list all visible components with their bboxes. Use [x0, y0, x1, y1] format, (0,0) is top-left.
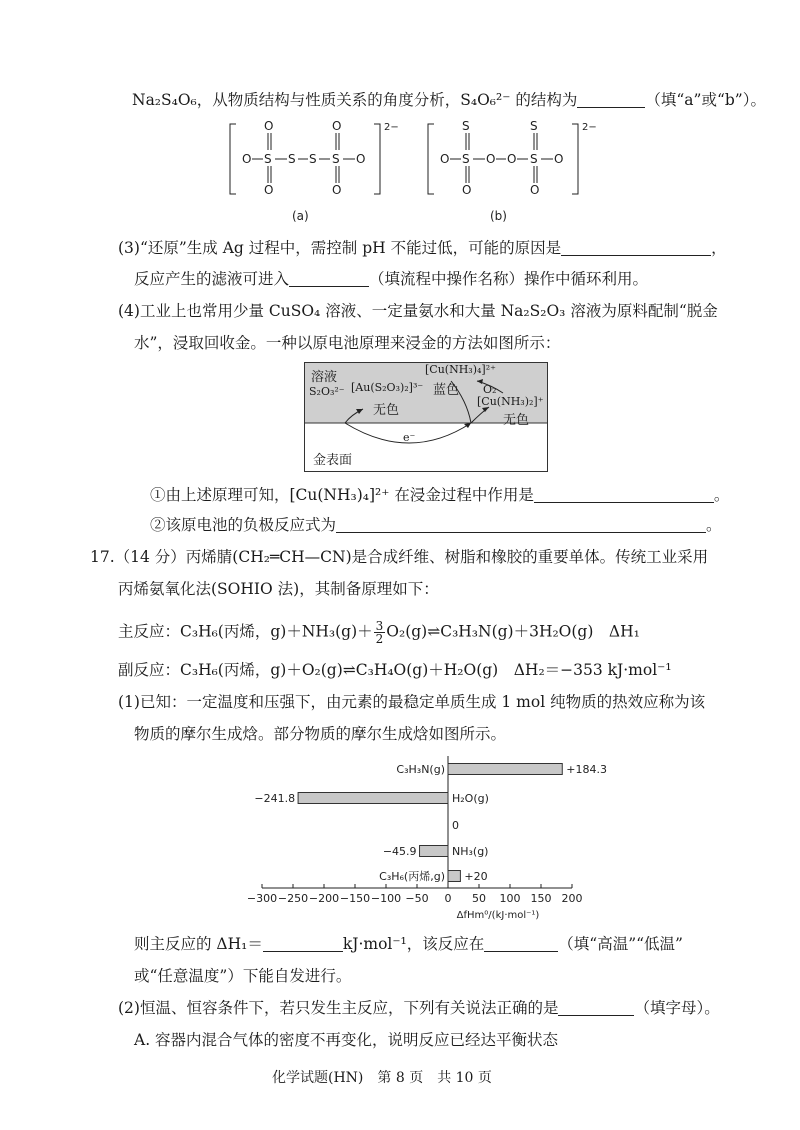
x-tick-label: −250 [277, 892, 309, 905]
answer-line1: 则主反应的 ΔH₁＝ kJ·mol⁻¹，该反应在 （填“高温”“低温” [134, 935, 683, 953]
q4-line2: 水”，浸取回收金。一种以原电池原理来浸金的方法如图所示： [134, 334, 561, 352]
sub2-line: ②该原电池的负极反应式为 。 [150, 516, 722, 534]
value-label: +20 [464, 870, 488, 883]
svg-text:O: O [356, 152, 366, 166]
enthalpy-chart [240, 752, 607, 928]
x-tick-label: −200 [308, 892, 340, 905]
svg-text:O: O [486, 152, 496, 166]
q16-line1: Na₂S₄O₆，从物质结构与性质关系的角度分析，S₄O₆²⁻ 的结构为 （填“a”或“b”）。 [132, 91, 766, 109]
label-a: (a) [292, 209, 309, 223]
bracket-right-a [374, 124, 380, 194]
x-tick-label: 100 [499, 892, 521, 905]
svg-text:S: S [288, 152, 296, 166]
svg-text:O: O [242, 152, 252, 166]
q3-line1: (3)“还原”生成 Ag 过程中，需控制 pH 不能过低，可能的原因是 ， [118, 239, 727, 257]
answer-blank[interactable] [534, 486, 714, 503]
answer-blank[interactable] [577, 91, 645, 108]
svg-text:O: O [332, 183, 342, 197]
x-tick-label: −100 [370, 892, 402, 905]
x-tick-label: −300 [246, 892, 278, 905]
svg-text:O: O [462, 183, 472, 197]
svg-text:O: O [264, 183, 274, 197]
answer-line2: 或“任意温度”）下能自发进行。 [134, 967, 352, 985]
structure-diagram [228, 118, 608, 228]
x-tick-label: 150 [530, 892, 552, 905]
value-label: −241.8 [254, 792, 296, 805]
answer-blank[interactable] [484, 935, 558, 952]
bracket-right-b [572, 124, 578, 194]
p2-line: (2)恒温、恒容条件下，若只发生主反应，下列有关说法正确的是 （填字母）。 [118, 999, 720, 1017]
svg-text:S: S [462, 152, 470, 166]
category-label: NH₃(g) [452, 845, 489, 858]
category-label: H₂O(g) [452, 792, 489, 805]
p1-line1: (1)已知：一定温度和压强下，由元素的最稳定单质生成 1 mol 纯物质的热效应称为该 [118, 693, 706, 711]
side-reaction: 副反应：C₃H₆(丙烯，g)＋O₂(g)⇌C₃H₄O(g)＋H₂O(g) ΔH₂＝−353 kJ·mol⁻¹ [118, 661, 672, 679]
x-tick-label: −50 [405, 892, 429, 905]
x-tick-label: 200 [561, 892, 583, 905]
x-tick-label: 50 [472, 892, 486, 905]
svg-text:S: S [264, 152, 272, 166]
bracket-left-a [230, 124, 236, 194]
p1-line2: 物质的摩尔生成焓。部分物质的摩尔生成焓如图所示。 [134, 725, 507, 743]
category-label: 0 [452, 819, 459, 832]
label-b: (b) [490, 209, 507, 223]
bar [448, 871, 460, 882]
bar [298, 793, 448, 804]
svg-text:O: O [507, 152, 517, 166]
svg-text:O: O [554, 152, 564, 166]
answer-blank[interactable] [289, 270, 369, 287]
option-a: A. 容器内混合气体的密度不再变化，说明反应已经达平衡状态 [134, 1031, 559, 1049]
value-label: −45.9 [382, 845, 417, 858]
svg-text:S: S [309, 152, 317, 166]
answer-blank[interactable] [336, 516, 706, 533]
q4-line1: (4)工业上也常用少量 CuSO₄ 溶液、一定量氨水和大量 Na₂S₂O₃ 溶液为原料配制“脱金 [118, 302, 718, 320]
charge-b: 2− [582, 122, 597, 133]
fraction-three-halves: $\frac{3}{2}$ [375, 619, 384, 646]
svg-text:O: O [264, 119, 274, 133]
sub1-line: ①由上述原理可知，[Cu(NH₃)₄]²⁺ 在浸金过程中作用是 。 [150, 486, 730, 504]
svg-text:S: S [530, 152, 538, 166]
q3-line2: 反应产生的滤液可进入 （填流程中操作名称）操作中循环利用。 [134, 270, 649, 288]
svg-text:S: S [530, 119, 538, 133]
answer-blank[interactable] [561, 239, 711, 256]
gold-leach-diagram: 溶液 S₂O₃²⁻ [Au(S₂O₃)₂]³⁻ 无色 [Cu(NH₃)₄]²⁺ 蓝色 O₂ [Cu(NH₃)₂]⁺ 无色 e⁻ 金表面 [304, 362, 548, 472]
svg-text:S: S [332, 152, 340, 166]
charge-a: 2− [384, 122, 399, 133]
x-tick-label: −150 [339, 892, 371, 905]
main-reaction: 主反应：C₃H₆(丙烯，g)＋NH₃(g)＋ $\frac{3}{2}$ O₂(g)⇌C₃H₃N(g)＋3H₂O(g) ΔH₁ [118, 619, 640, 646]
svg-text:O: O [440, 152, 450, 166]
q17-head2: 丙烯氨氧化法(SOHIO 法)，其制备原理如下： [118, 580, 439, 598]
svg-text:O: O [530, 183, 540, 197]
x-axis-label: ΔfHm⁰/(kJ·mol⁻¹) [456, 910, 540, 921]
page-footer: 化学试题(HN) 第 8 页 共 10 页 [272, 1070, 492, 1086]
bar [448, 764, 562, 775]
x-tick-label: 0 [444, 892, 452, 905]
bracket-left-b [428, 124, 434, 194]
category-label: C₃H₆(丙烯,g) [379, 870, 445, 883]
svg-text:S: S [462, 119, 470, 133]
bar [420, 846, 448, 857]
answer-blank[interactable] [263, 935, 343, 952]
category-label: C₃H₃N(g) [396, 763, 445, 776]
value-label: +184.3 [566, 763, 607, 776]
q17-head: 17.（14 分）丙烯腈(CH₂═CH—CN)是合成纤维、树脂和橡胶的重要单体。传统工业采用 [90, 548, 709, 566]
svg-text:O: O [332, 119, 342, 133]
answer-blank[interactable] [558, 999, 634, 1016]
